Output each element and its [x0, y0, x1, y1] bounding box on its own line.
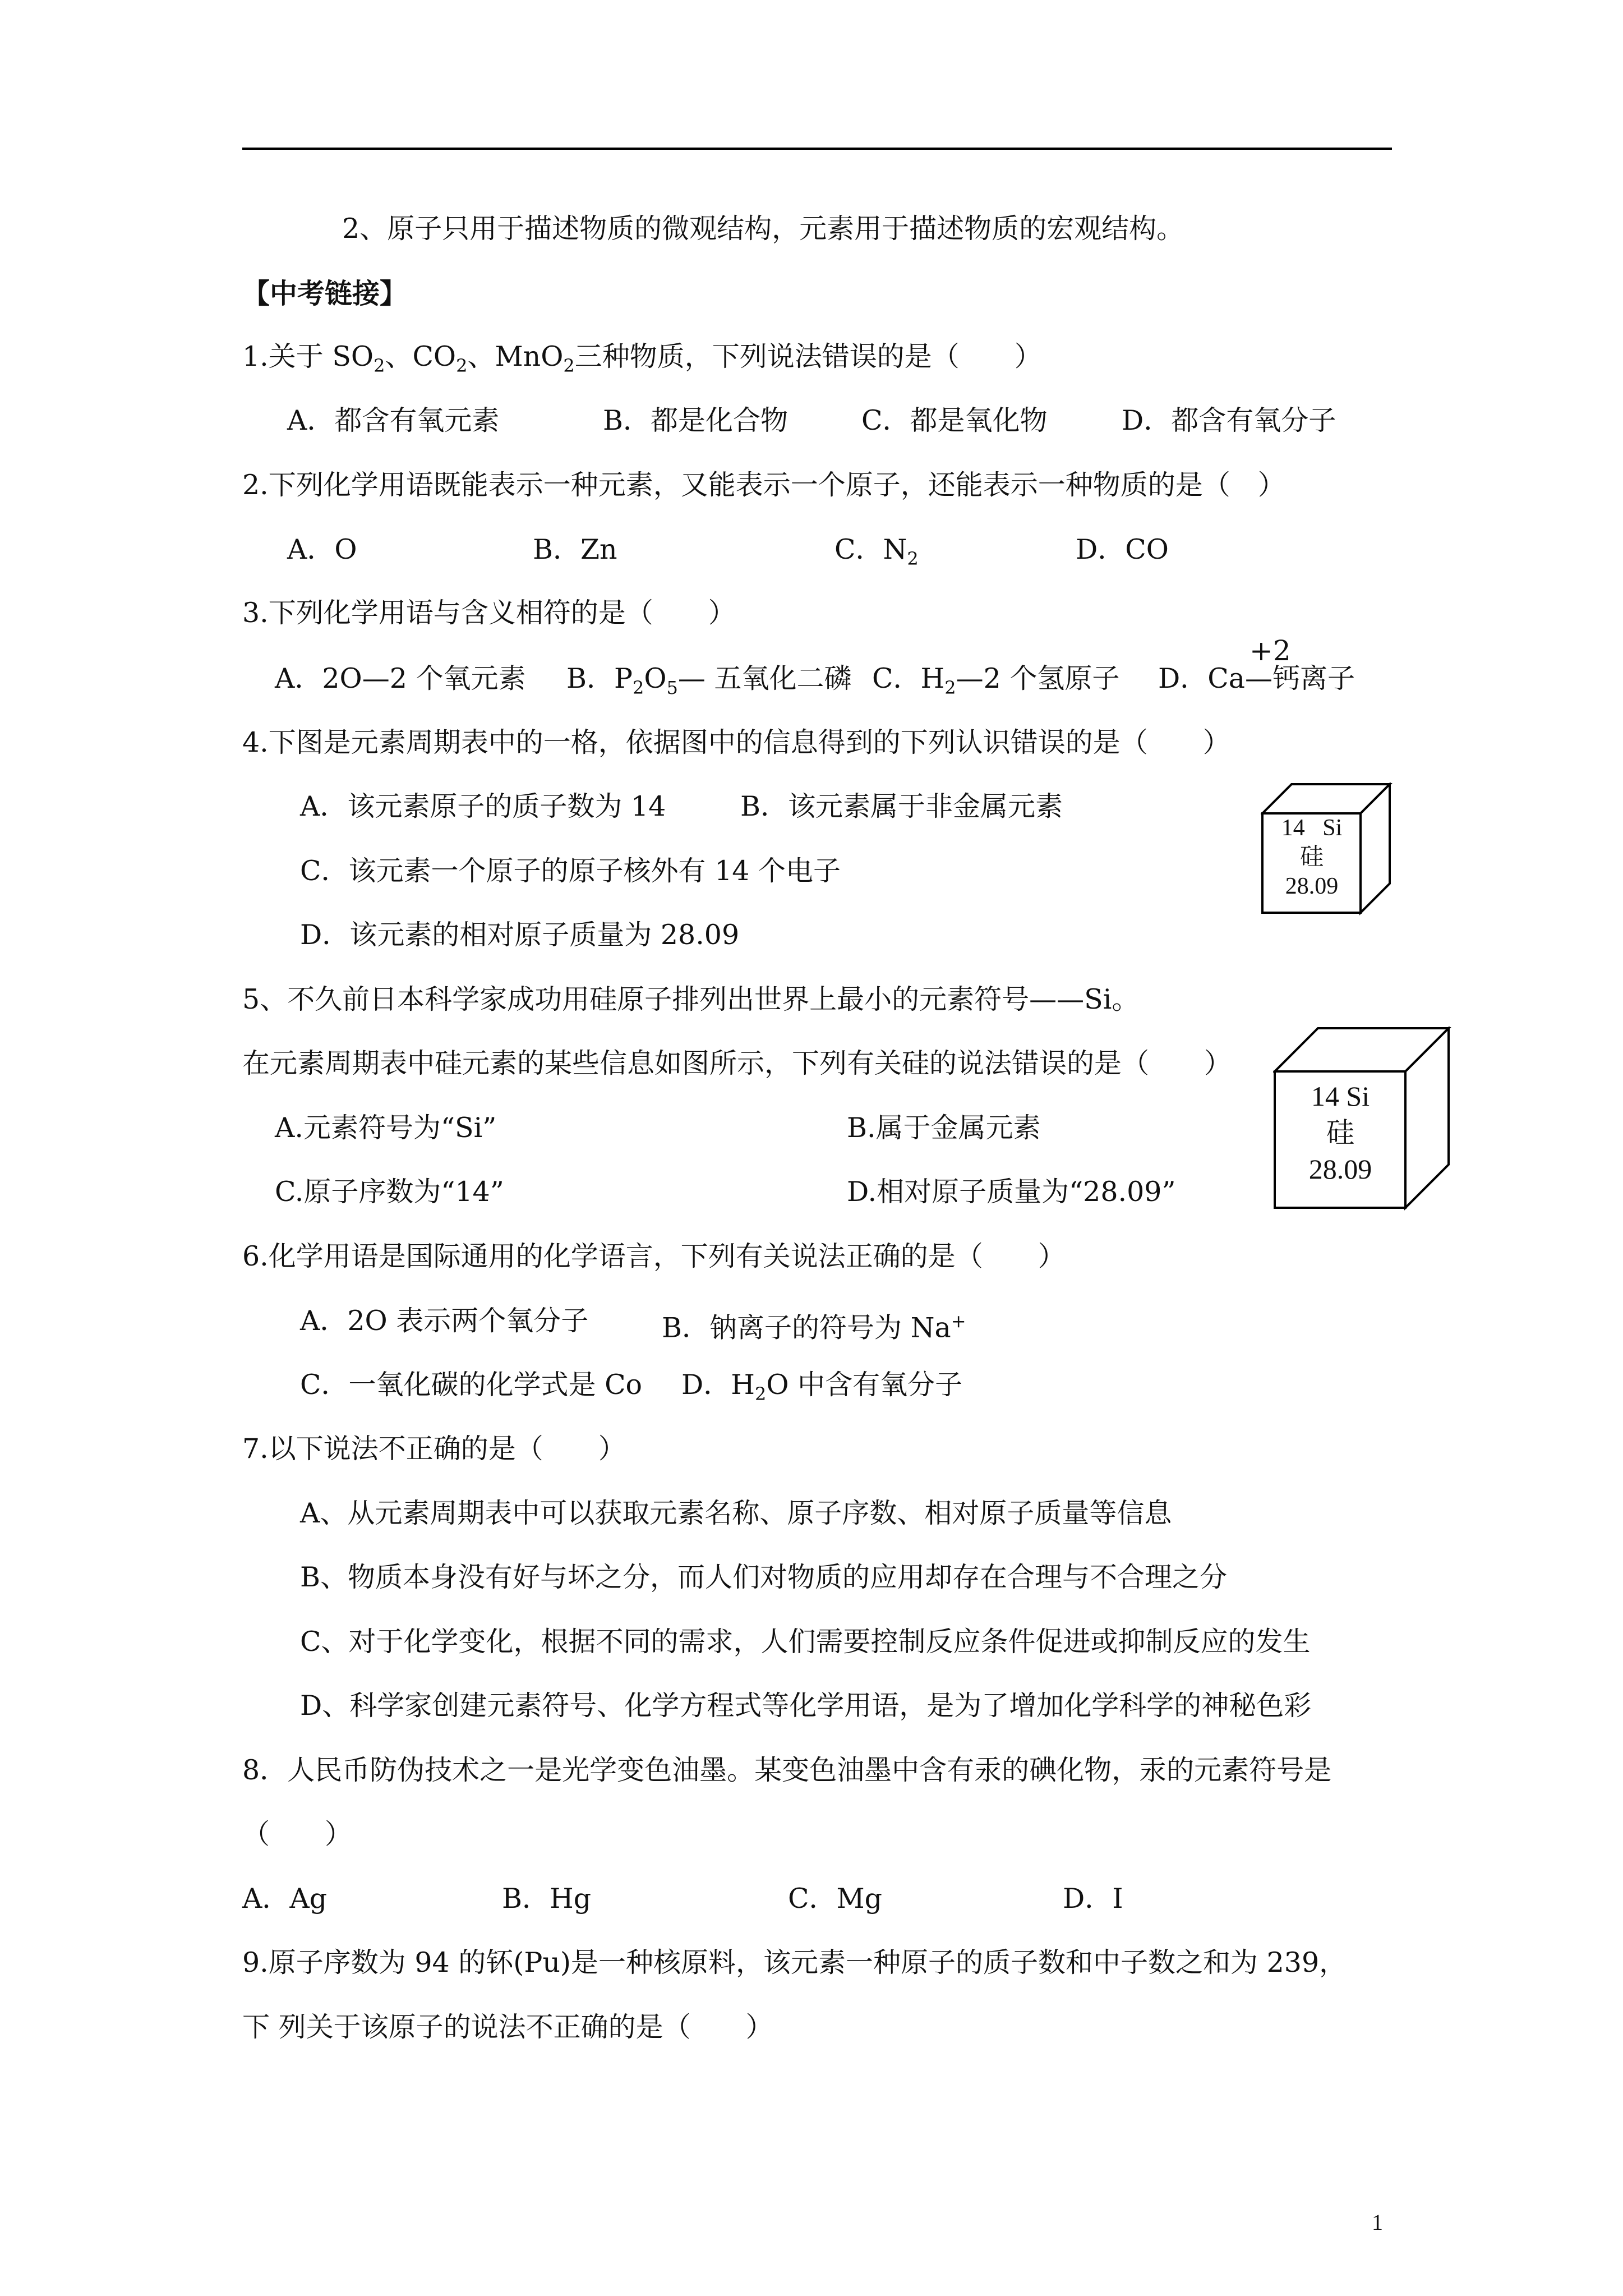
question-5-option-b: B.属于金属元素 [847, 1112, 1041, 1144]
question-5-prompt-1: 5、不久前日本科学家成功用硅原子排列出世界上最小的元素符号——Si。 [242, 983, 1140, 1015]
note-2: 2、原子只用于描述物质的微观结构，元素用于描述物质的宏观结构。 [342, 213, 1184, 245]
question-6-option-b: B．钠离子的符号为 Na+ [662, 1310, 966, 1344]
question-9-prompt-2: 下 列关于该原子的说法不正确的是（ ） [242, 2011, 773, 2043]
question-2-option-c: C．$N_2$ [834, 533, 919, 569]
question-2-prompt: 2.下列化学用语既能表示一种元素，又能表示一个原子，还能表示一种物质的是（ ） [242, 469, 1285, 501]
question-5-option-a: A.元素符号为“Si” [275, 1112, 497, 1144]
q5-cell-name: 硅 [1326, 1117, 1354, 1148]
question-8-option-b: B．Hg [502, 1883, 592, 1915]
question-7-option-b: B、物质本身没有好与坏之分，而人们对物质的应用却存在合理与不合理之分 [300, 1561, 1228, 1593]
q5-cell-top: 14 Si [1311, 1080, 1370, 1112]
question-9-prompt-1: 9.原子序数为 94 的钚(Pu)是一种核原料，该元素一种原子的质子数和中子数之和为 239， [242, 1947, 1347, 1978]
question-7-option-c: C、对于化学变化，根据不同的需求，人们需要控制反应条件促进或抑制反应的发生 [300, 1626, 1311, 1658]
question-2-option-d: D．CO [1076, 533, 1169, 565]
question-4-prompt: 4.下图是元素周期表中的一格，依据图中的信息得到的下列认识错误的是（ ） [242, 726, 1230, 758]
q5-element-cell [1276, 1078, 1405, 1188]
question-7-option-d: D、科学家创建元素符号、化学方程式等化学用语，是为了增加化学科学的神秘色彩 [300, 1690, 1312, 1722]
question-3-option-a: A．2O—2 个氧元素 [275, 662, 526, 694]
q4-cell-mass: 28.09 [1285, 873, 1339, 899]
question-1-option-c: C．都是氧化物 [861, 404, 1048, 436]
question-2-option-b: B．Zn [533, 533, 617, 565]
section-title: 【中考链接】 [242, 277, 408, 310]
question-3-option-c: C．$H_2—2$ 个氢原子 [872, 662, 1120, 698]
question-4-option-b: B．该元素属于非金属元素 [740, 790, 1063, 822]
question-5-prompt-2: 在元素周期表中硅元素的某些信息如图所示，下列有关硅的说法错误的是（ ） [242, 1047, 1232, 1079]
question-6-option-c: C．一氧化碳的化学式是 Co [300, 1369, 643, 1401]
question-5-option-c: C.原子序数为“14” [275, 1176, 504, 1208]
question-3-option-d-charge: +2 [1249, 634, 1291, 667]
question-8-option-c: C．Mg [788, 1883, 883, 1915]
q4-cell-number: 14 [1281, 815, 1305, 841]
question-4-option-c: C．该元素一个原子的原子核外有 14 个电子 [300, 855, 841, 887]
question-8-prompt-1: 8．人民币防伪技术之一是光学变色油墨。某变色油墨中含有汞的碘化物，汞的元素符号是 [242, 1754, 1332, 1786]
question-8-option-a: A．Ag [242, 1883, 328, 1915]
question-3-option-d: D．Ca—钙离子 [1158, 662, 1355, 694]
question-4-option-a: A．该元素原子的质子数为 14 [300, 790, 666, 822]
question-4-option-d: D．该元素的相对原子质量为 28.09 [300, 919, 740, 951]
page-number: 1 [1372, 2210, 1383, 2235]
question-7-prompt: 7.以下说法不正确的是（ ） [242, 1433, 626, 1465]
question-3-option-b: B．$P_2O_5—$ 五氧化二磷 [566, 662, 852, 698]
question-8-option-d: D．I [1063, 1883, 1123, 1915]
q4-cell-name: 硅 [1299, 844, 1324, 870]
question-1-prompt: 1.关于 $SO_2$、$CO_2$、MnO$_2$三种物质，下列说法错误的是（ ） [242, 341, 1042, 376]
q4-cell-symbol: Si [1322, 815, 1343, 841]
question-6-option-d: D．$H_2O$ 中含有氧分子 [681, 1369, 963, 1405]
header-rule [242, 148, 1392, 150]
question-1-option-d: D．都含有氧分子 [1122, 404, 1336, 436]
q4-element-cell [1264, 813, 1359, 901]
question-6-prompt: 6.化学用语是国际通用的化学语言，下列有关说法正确的是（ ） [242, 1240, 1066, 1272]
question-1-option-b: B．都是化合物 [603, 404, 789, 436]
question-5-option-d: D.相对原子质量为“28.09” [847, 1176, 1176, 1208]
question-7-option-a: A、从元素周期表中可以获取元素名称、原子序数、相对原子质量等信息 [300, 1497, 1172, 1529]
question-3-prompt: 3.下列化学用语与含义相符的是（ ） [242, 597, 736, 629]
q5-cell-mass: 28.09 [1308, 1153, 1372, 1185]
question-2-option-a: A．O [287, 533, 357, 565]
question-8-prompt-2: （ ） [242, 1818, 353, 1850]
question-1-option-a: A．都含有氧元素 [287, 404, 500, 436]
question-6-option-a: A．2O 表示两个氧分子 [300, 1305, 589, 1337]
